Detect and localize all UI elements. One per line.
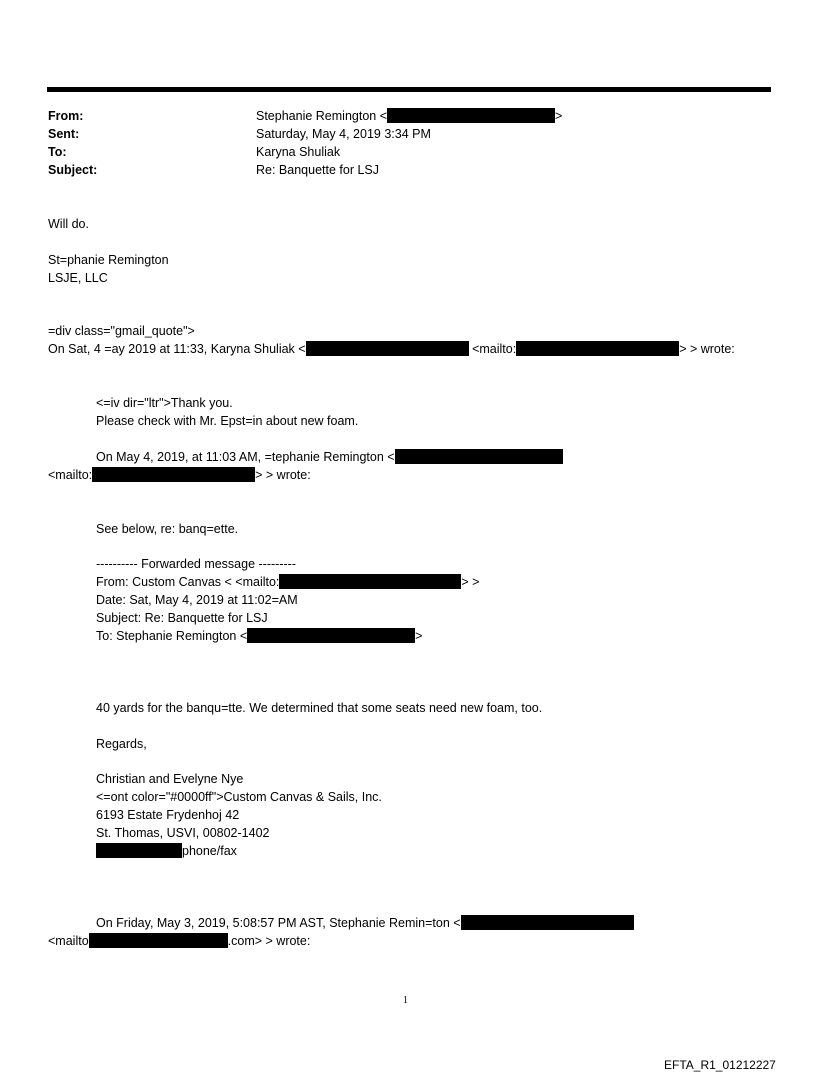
subject-value: Re: Banquette for LSJ [256, 163, 379, 177]
to-value: Karyna Shuliak [256, 145, 341, 159]
from-close: > [555, 109, 563, 123]
redaction-block [306, 341, 469, 356]
redaction-block [96, 843, 182, 858]
quote2-wrote: > > wrote: [255, 468, 311, 482]
fwd-subject: Subject: Re: Banquette for LSJ [96, 611, 268, 625]
quote2-prefix: On May 4, 2019, at 11:03 AM, =tephanie Remington < [96, 450, 395, 464]
quote-line-1 [48, 341, 735, 357]
fwd-to-prefix: To: Stephanie Remington < [96, 629, 248, 643]
quote-div: =div class="gmail_quote"> [48, 324, 195, 338]
cc-phone-label: phone/fax [182, 844, 237, 858]
quote-line-2 [96, 449, 563, 465]
header-rule [47, 87, 771, 92]
sent-value: Saturday, May 4, 2019 3:34 PM [256, 127, 431, 141]
redaction-block [89, 933, 228, 948]
sent-label: Sent: [48, 127, 80, 141]
quote-line-2b [48, 467, 311, 483]
fwd-from-suffix: > > [461, 575, 480, 589]
quote3-prefix: On Friday, May 3, 2019, 5:08:57 PM AST, Stephanie Remin=ton < [96, 916, 461, 930]
regards-text: Regards, [96, 737, 147, 751]
page-number: 1 [403, 995, 408, 1006]
subject-label: Subject: [48, 163, 98, 177]
quote1-wrote: > > wrote: [679, 342, 735, 356]
fwd-from [96, 574, 479, 590]
redaction-block [247, 628, 415, 643]
signature-company: LSJE, LLC [48, 271, 108, 285]
from-name: Stephanie Remington < [256, 109, 387, 123]
fwd-to-suffix: > [415, 629, 423, 643]
footer-document-id: EFTA_R1_01212227 [664, 1058, 776, 1072]
quote-line-3 [96, 915, 634, 931]
fwd-date: Date: Sat, May 4, 2019 at 11:02=AM [96, 593, 298, 607]
cc-font: <=ont color="#0000ff">Custom Canvas & Sails, Inc. [96, 790, 382, 804]
quote1-prefix: On Sat, 4 =ay 2019 at 11:33, Karyna Shuliak < [48, 342, 306, 356]
redaction-block [395, 449, 563, 464]
cc-address-2: St. Thomas, USVI, 00802-1402 [96, 826, 270, 840]
fwd-header: ---------- Forwarded message --------- [96, 557, 296, 571]
redaction-block [461, 915, 634, 930]
quote1-mailto: <mailto: [468, 342, 517, 356]
cc-phone [96, 843, 237, 859]
ks-div: <=iv dir="ltr">Thank you. [96, 396, 233, 410]
redaction-block [516, 341, 679, 356]
quote-line-3b [48, 933, 310, 949]
redaction-block [92, 467, 255, 482]
quote2-mailto: <mailto: [48, 468, 93, 482]
fwd-from-prefix: From: Custom Canvas < <mailto: [96, 575, 280, 589]
redaction-block [387, 108, 555, 123]
fwd-to [96, 628, 422, 644]
signature-name: St=phanie Remington [48, 253, 169, 267]
to-label: To: [48, 145, 67, 159]
quote3-mailto: <mailto [48, 934, 89, 948]
yards-text: 40 yards for the banqu=tte. We determined that some seats need new foam, too. [96, 701, 543, 715]
reply-text: Will do. [48, 217, 89, 231]
cc-address-1: 6193 Estate Frydenhoj 42 [96, 808, 240, 822]
from-value [256, 108, 562, 124]
cc-names: Christian and Evelyne Nye [96, 772, 244, 786]
quote3-wrote: .com> > wrote: [227, 934, 311, 948]
see-below: See below, re: banq=ette. [96, 522, 239, 536]
ks-text: Please check with Mr. Epst=in about new foam. [96, 414, 359, 428]
redaction-block [279, 574, 461, 589]
from-label: From: [48, 109, 84, 123]
